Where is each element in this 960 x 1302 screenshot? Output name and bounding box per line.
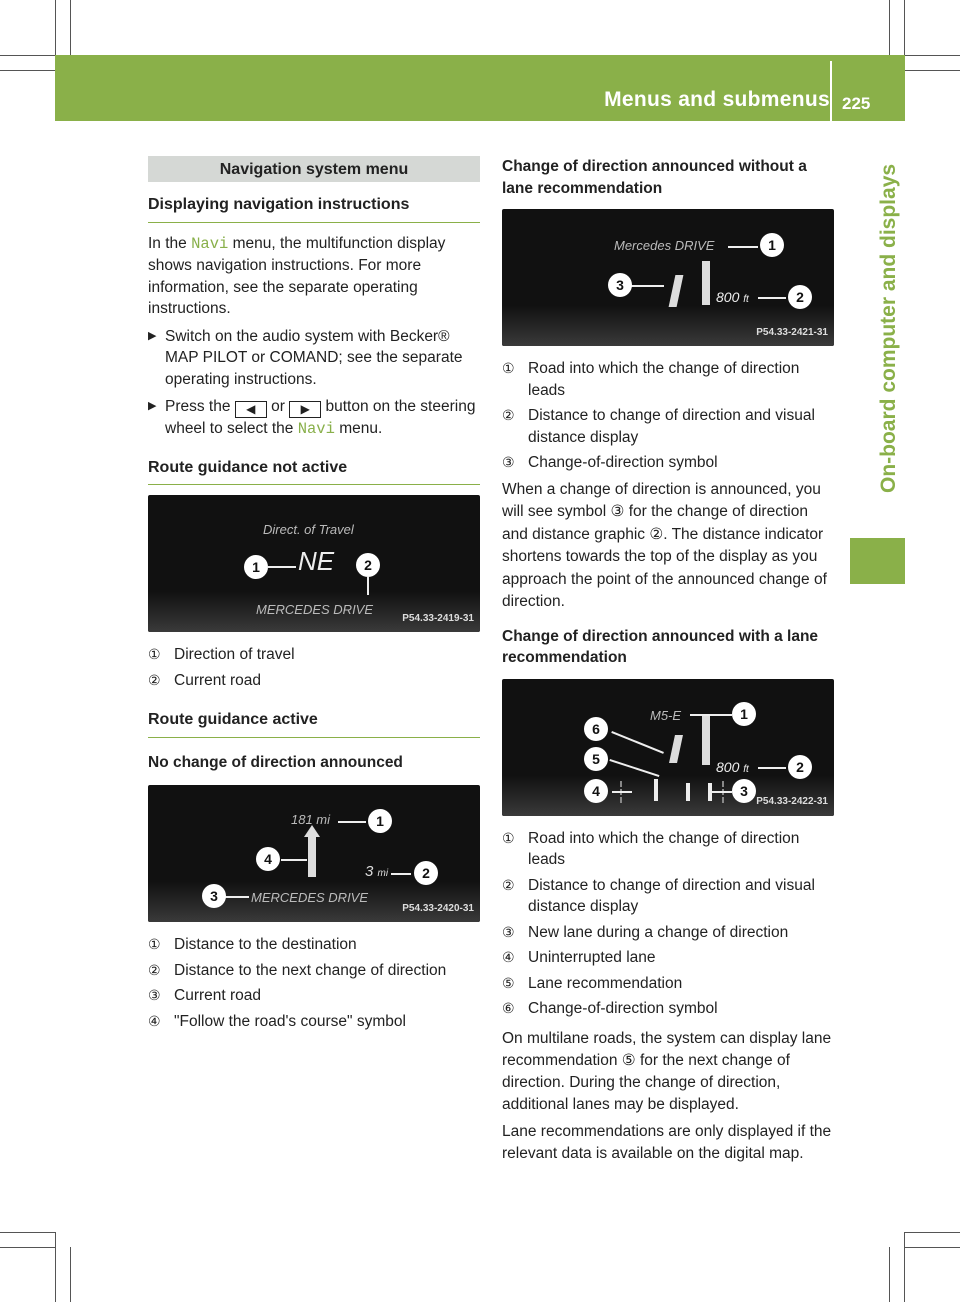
right-column — [502, 156, 834, 1165]
legend-item: ③ Change-of-direction symbol — [502, 454, 718, 471]
fig-road: M5-E — [650, 707, 682, 723]
crop-mark — [904, 1232, 905, 1302]
crop-mark — [55, 1232, 56, 1302]
distance-bar — [702, 261, 710, 305]
figure-code: P54.33-2421-31 — [756, 326, 828, 338]
legend-item: ① Direction of travel — [148, 646, 295, 663]
lane-arrow-icon — [686, 783, 690, 801]
right-button-icon: ▶ — [289, 401, 321, 418]
heading-no-change: No change of direction announced — [148, 753, 403, 771]
heading-without-lane: Change of direction announced without a lane recommendation — [502, 158, 807, 197]
crop-mark — [0, 1232, 55, 1233]
fig-next: 3 mi — [365, 863, 389, 880]
crop-mark — [0, 70, 55, 71]
page-number: 225 — [842, 94, 871, 113]
page-title: Menus and submenus — [604, 88, 830, 111]
crop-mark — [905, 1232, 960, 1233]
callout-1: 1 — [760, 233, 784, 257]
crop-mark — [0, 55, 55, 56]
legend-item: ⑤ Lane recommendation — [502, 974, 683, 992]
side-tab-marker — [850, 538, 905, 584]
callout-2: 2 — [414, 861, 438, 885]
turn-arrow-icon — [669, 275, 684, 307]
callout-3: 3 — [202, 884, 226, 908]
legend-item: ① Road into which the change of direction leads — [502, 829, 800, 868]
crop-mark — [889, 0, 890, 55]
figure-code: P54.33-2420-31 — [402, 902, 474, 914]
heading-active: Route guidance active — [148, 709, 480, 738]
legend-item: ③ New lane during a change of direction — [502, 923, 789, 941]
lane-arrow-icon — [654, 779, 658, 801]
fig-distance: 800 ft — [716, 289, 749, 305]
announce-paragraph: When a change of direction is announced, you will see symbol ③ for the change of direction and distance graphic ②. The distance indicator shortens towards the top of the display as you approach the point of the announced change of direction. — [502, 480, 827, 610]
crop-mark — [0, 1247, 55, 1248]
multilane-paragraph: On multilane roads, the system can display lane recommendation ⑤ for the next change of direction. During the change of direction, additional lanes may be displayed. — [502, 1029, 832, 1113]
crop-mark — [905, 1247, 960, 1248]
callout-2: 2 — [356, 553, 380, 577]
crop-mark — [905, 70, 960, 71]
callout-3: 3 — [732, 779, 756, 803]
heading-displaying: Displaying navigation instructions — [148, 194, 480, 223]
legend-item: ② Current road — [148, 671, 262, 689]
heading-not-active: Route guidance not active — [148, 457, 480, 486]
crop-mark — [70, 0, 71, 55]
fig-distance: 800 ft — [716, 758, 749, 775]
legend-item: ① Road into which the change of direction leads — [502, 360, 800, 399]
crop-mark — [70, 1247, 71, 1302]
turn-arrow-icon — [669, 735, 683, 763]
callout-6: 6 — [584, 717, 608, 741]
figure-code: P54.33-2419-31 — [402, 612, 474, 624]
follow-road-arrow-icon — [308, 833, 316, 877]
header-divider — [830, 61, 832, 121]
callout-2: 2 — [788, 755, 812, 779]
follow-road-arrow-head — [304, 825, 320, 837]
crop-mark — [889, 1247, 890, 1302]
fig-text: Direct. of Travel — [263, 522, 354, 537]
figure-no-change — [148, 785, 480, 922]
left-column — [148, 156, 480, 1032]
fig-road: MERCEDES DRIVE — [251, 890, 369, 905]
crop-mark — [904, 0, 905, 55]
legend-item: ⑥ Change-of-direction symbol — [502, 1000, 718, 1017]
fig-road: Mercedes DRIVE — [614, 238, 715, 253]
side-tab-label: On-board computer and displays — [877, 163, 900, 493]
crop-mark — [905, 55, 960, 56]
callout-2: 2 — [788, 285, 812, 309]
navi-menu-term: Navi — [191, 234, 229, 253]
distance-bar — [702, 715, 710, 765]
heading-with-lane: Change of direction announced with a lane recommendation — [502, 627, 819, 666]
legend-item: ① Distance to the destination — [148, 936, 357, 953]
legend-item: ② Distance to change of direction and visual distance display — [502, 876, 815, 915]
callout-1: 1 — [732, 702, 756, 726]
navi-menu-term: Navi — [297, 420, 335, 438]
callout-3: 3 — [608, 273, 632, 297]
legend-item: ④ Uninterrupted lane — [502, 949, 656, 966]
step-press-button: ▶ Press the ◀ or ▶ button on the steering wheel to select the Navi menu. — [148, 396, 480, 441]
availability-paragraph: Lane recommendations are only displayed if the relevant data is available on the digital map. — [502, 1122, 832, 1162]
callout-5: 5 — [584, 747, 608, 771]
callout-1: 1 — [244, 555, 268, 579]
crop-mark — [55, 0, 56, 55]
fig-road: MERCEDES DRIVE — [256, 602, 374, 617]
callout-1: 1 — [368, 809, 392, 833]
callout-4: 4 — [256, 847, 280, 871]
step-switch-on: ▶ Switch on the audio system with Becker® MAP PILOT or COMAND; see the separate operating instructions. — [148, 326, 480, 391]
legend-item: ④ "Follow the road's course" symbol — [148, 1012, 406, 1030]
section-heading: Navigation system menu — [148, 156, 480, 182]
figure-route-not-active — [148, 495, 480, 632]
figure-without-lane — [502, 209, 834, 346]
figure-with-lane — [502, 679, 834, 816]
fig-distance: 181 mi — [291, 812, 331, 827]
left-button-icon: ◀ — [235, 401, 267, 418]
legend-item: ② Distance to change of direction and visual distance display — [502, 407, 815, 446]
callout-4: 4 — [584, 779, 608, 803]
fig-direction: NE — [298, 546, 335, 576]
legend-item: ② Distance to the next change of direction — [148, 961, 447, 979]
intro-paragraph: In the Navi menu, the multifunction display shows navigation instructions. For more information, see the separate operating instructions. — [148, 234, 446, 317]
legend-item: ③ Current road — [148, 987, 262, 1004]
side-tab — [850, 121, 905, 541]
figure-code: P54.33-2422-31 — [756, 796, 828, 807]
